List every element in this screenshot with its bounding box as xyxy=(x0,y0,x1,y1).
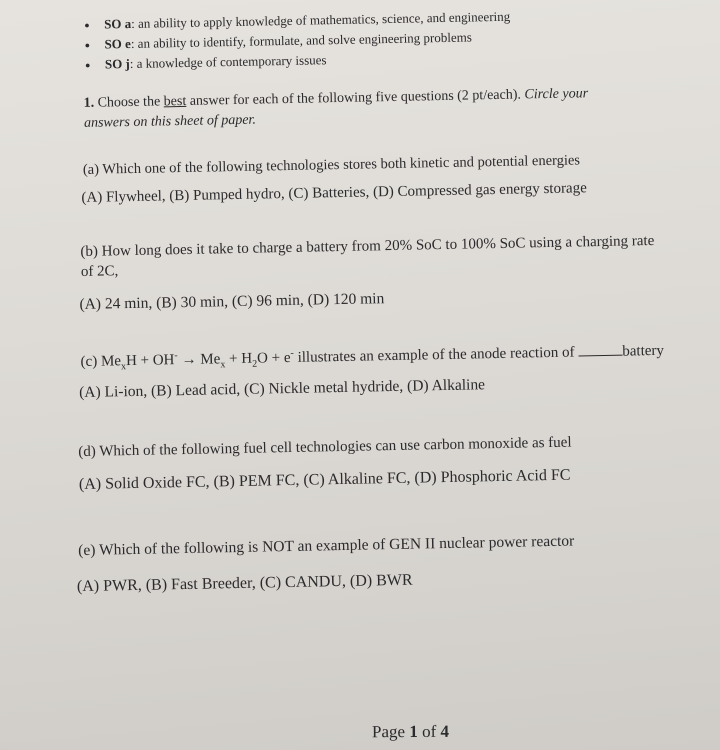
reaction-sup: - xyxy=(174,350,178,362)
outcome-item xyxy=(105,52,327,72)
bullet-icon: • xyxy=(83,17,90,35)
page-word: Page xyxy=(371,722,406,742)
page-number: 1 xyxy=(409,721,418,742)
outcome-code: SO j xyxy=(104,56,130,72)
reaction-sub: x xyxy=(220,359,226,371)
question-a-answers: (A) Flywheel, (B) Pumped hydro, (C) Batteries, (D) Compressed gas energy storage xyxy=(81,180,587,206)
outcome-text: : an ability to apply knowledge of mathematics, science, and engineering xyxy=(131,8,511,31)
instructions-italic: Circle your xyxy=(524,86,589,103)
of-word: of xyxy=(421,721,437,741)
instructions-emphasis: best xyxy=(163,93,187,110)
question-e-text: (e) Which of the following is NOT an example of GEN II nuclear power reactor xyxy=(78,532,575,560)
reaction-sup: - xyxy=(290,347,294,359)
reaction-sub: 2 xyxy=(252,358,258,370)
question-b-text: (b) How long does it take to charge a battery from 20% SoC to 100% SoC using a charging rate xyxy=(80,232,655,260)
reaction-part: Me xyxy=(200,351,221,368)
question-c-text xyxy=(80,341,664,373)
reaction-part: O + e xyxy=(256,349,291,367)
question-d-text: (d) Which of the following fuel cell technologies can use carbon monoxide as fuel xyxy=(78,434,572,461)
instructions-italic-line: answers on this sheet of paper. xyxy=(83,112,257,131)
outcome-item xyxy=(104,29,472,52)
instructions-line xyxy=(83,86,588,112)
question-c-suffix: illustrates an example of the anode reaction of xyxy=(293,344,575,366)
reaction-part: H + OH xyxy=(125,352,175,370)
arrow-icon: → xyxy=(177,351,201,369)
question-c-answers: (A) Li-ion, (B) Lead acid, (C) Nickle metal hydride, (D) Alkaline xyxy=(79,376,486,402)
reaction-part: + H xyxy=(225,350,253,368)
outcome-text: : an ability to identify, formulate, and solve engineering problems xyxy=(130,29,472,51)
reaction-sub: x xyxy=(120,361,127,373)
outcome-code: SO e xyxy=(104,35,132,52)
outcome-code: SO a xyxy=(103,15,132,32)
question-number: 1. xyxy=(83,95,95,111)
battery-label: battery xyxy=(622,342,665,360)
instructions-text: answer for each of the following five questions (2 pt/each). xyxy=(189,87,522,109)
bullet-icon: • xyxy=(84,37,91,55)
page-total: 4 xyxy=(440,721,450,741)
outcome-text: : a knowledge of contemporary issues xyxy=(129,52,327,72)
question-b-answers: (A) 24 min, (B) 30 min, (C) 96 min, (D) 120 min xyxy=(79,290,385,314)
answer-blank xyxy=(578,343,622,357)
question-e-answers: (A) PWR, (B) Fast Breeder, (C) CANDU, (D) BWR xyxy=(76,571,413,596)
bullet-icon: • xyxy=(84,57,91,75)
question-d-answers: (A) Solid Oxide FC, (B) PEM FC, (C) Alkaline FC, (D) Phosphoric Acid FC xyxy=(78,466,571,494)
question-a-text: (a) Which one of the following technologies stores both kinetic and potential energies xyxy=(82,152,581,178)
instructions-text: Choose the xyxy=(97,94,161,111)
reaction-part: (c) Me xyxy=(80,353,122,371)
page-footer xyxy=(372,722,449,742)
question-b-text-continued: of 2C, xyxy=(80,263,119,280)
